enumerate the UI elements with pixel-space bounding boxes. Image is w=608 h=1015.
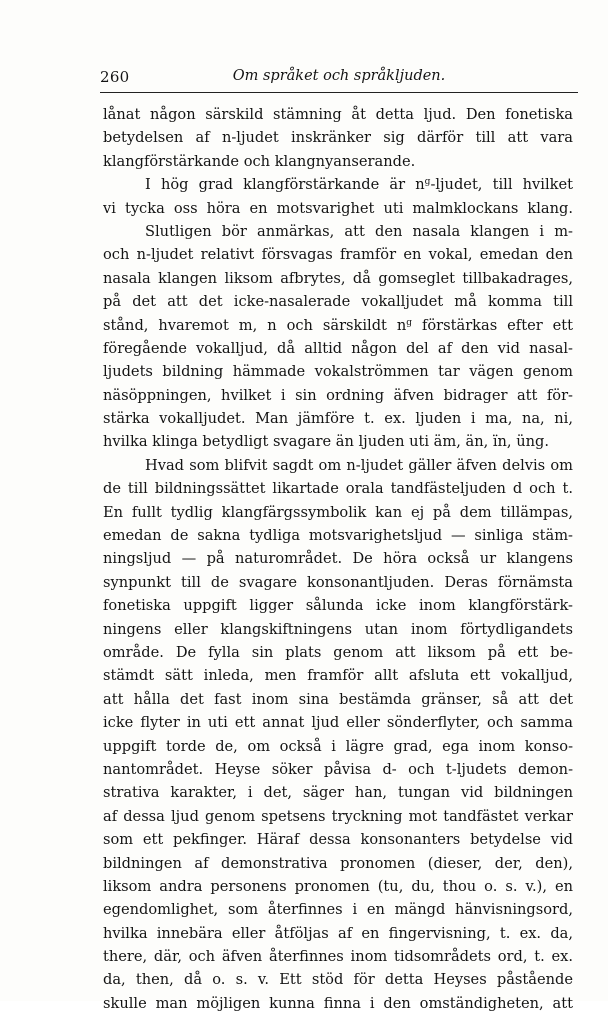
superscript: g bbox=[406, 317, 413, 328]
text-line bbox=[103, 267, 573, 290]
text-line bbox=[103, 173, 573, 196]
line-text: skulle man möjligen kunna finna i den omständigheten, att bbox=[103, 994, 573, 1012]
line-text: I hög grad klangförstärkande är n bbox=[145, 176, 425, 194]
text-line bbox=[103, 360, 573, 383]
line-text: nasala klangen liksom afbrytes, då gomseglet tillbakadrages, bbox=[103, 269, 573, 287]
text-line bbox=[103, 220, 573, 243]
line-text: stärka vokalljudet. Man jämföre t. ex. ljuden i ma, na, ni, bbox=[103, 410, 573, 428]
running-title: Om språket och språkljuden. bbox=[232, 68, 446, 84]
text-line bbox=[103, 290, 573, 313]
text-line bbox=[103, 501, 573, 524]
text-line bbox=[103, 150, 573, 173]
text-line bbox=[103, 805, 573, 828]
line-text: strativa karakter, i det, säger han, tungan vid bildningen bbox=[103, 784, 573, 802]
text-line bbox=[103, 688, 573, 711]
text-line bbox=[103, 103, 573, 126]
line-text: de till bildningssättet likartade orala tandfästeljuden d och t. bbox=[103, 480, 573, 498]
superscript: g bbox=[424, 177, 431, 188]
line-text: nantområdet. Heyse söker påvisa d- och t-ljudets demon- bbox=[103, 760, 573, 778]
text-line bbox=[103, 664, 573, 687]
line-text: på det att det icke-nasalerade vokalljudet må komma till bbox=[103, 293, 573, 311]
text-line bbox=[103, 922, 573, 945]
text-line bbox=[103, 594, 573, 617]
text-line bbox=[103, 852, 573, 875]
line-text: ningsljud — på naturområdet. De höra också ur klangens bbox=[103, 550, 573, 568]
text-line bbox=[103, 430, 573, 453]
page-number: 260 bbox=[100, 68, 130, 86]
line-text: fonetiska uppgift ligger sålunda icke inom klangförstärk- bbox=[103, 597, 573, 615]
line-text: icke flyter in uti ett annat ljud eller sönderflyter, och samma bbox=[103, 714, 573, 732]
text-line bbox=[103, 477, 573, 500]
line-text: da, then, då o. s. v. Ett stöd för detta Heyses påstående bbox=[103, 971, 573, 989]
text-line bbox=[103, 992, 573, 1015]
text-line bbox=[103, 828, 573, 851]
text-line bbox=[103, 454, 573, 477]
line-text: och n-ljudet relativt försvagas framför en vokal, emedan den bbox=[103, 246, 573, 264]
line-text: egendomlighet, som återfinnes i en mängd hänvisningsord, bbox=[103, 901, 573, 919]
body-text bbox=[103, 103, 573, 1015]
line-text: liksom andra personens pronomen (tu, du, thou o. s. v.), en bbox=[103, 877, 573, 895]
text-line bbox=[103, 243, 573, 266]
text-line bbox=[103, 735, 573, 758]
text-line bbox=[103, 781, 573, 804]
line-text: ljudets bildning hämmade vokalströmmen tar vägen genom bbox=[103, 363, 573, 381]
line-text: klangförstärkande och klangnyanserande. bbox=[103, 152, 416, 170]
text-line bbox=[103, 407, 573, 430]
line-text: emedan de sakna tydliga motsvarighetsljud — sinliga stäm- bbox=[103, 527, 573, 545]
text-line bbox=[103, 758, 573, 781]
text-line bbox=[103, 618, 573, 641]
text-line bbox=[103, 898, 573, 921]
line-text: betydelsen af n-ljudet inskränker sig därför till att vara bbox=[103, 129, 573, 147]
text-line bbox=[103, 524, 573, 547]
line-text: lånat någon särskild stämning åt detta ljud. Den fonetiska bbox=[103, 106, 573, 123]
line-text: stånd, hvaremot m, n och särskildt n bbox=[103, 316, 407, 334]
line-text: näsöppningen, hvilket i sin ordning äfven bidrager att för- bbox=[103, 386, 573, 404]
line-text: there, där, och äfven återfinnes inom tidsområdets ord, t. ex. bbox=[103, 948, 573, 966]
line-text: synpunkt till de svagare konsonantljuden. Deras förnämsta bbox=[103, 573, 573, 591]
text-line bbox=[103, 547, 573, 570]
line-text: föregående vokalljud, då alltid någon del af den vid nasal- bbox=[103, 339, 573, 357]
text-line bbox=[103, 126, 573, 149]
line-text: Hvad som blifvit sagdt om n-ljudet gäller äfven delvis om bbox=[145, 456, 573, 474]
line-text: bildningen af demonstrativa pronomen (dieser, der, den), bbox=[103, 854, 573, 872]
line-text: ningens eller klangskiftningens utan inom förtydligandets bbox=[103, 620, 573, 638]
line-text: uppgift torde de, om också i lägre grad, ega inom konso- bbox=[103, 737, 573, 755]
line-text-continued: -ljudet, till hvilket bbox=[430, 176, 573, 194]
text-line bbox=[103, 384, 573, 407]
line-text: stämdt sätt inleda, men framför allt afsluta ett vokalljud, bbox=[103, 667, 573, 685]
text-line bbox=[103, 197, 573, 220]
text-line bbox=[103, 875, 573, 898]
text-line bbox=[103, 314, 573, 337]
page-header bbox=[100, 68, 578, 92]
line-text: vi tycka oss höra en motsvarighet uti malmklockans klang. bbox=[103, 199, 573, 217]
line-text: att hålla det fast inom sina bestämda gränser, så att det bbox=[103, 690, 573, 708]
line-text: hvilka klinga betydligt svagare än ljuden uti äm, än, ïn, üng. bbox=[103, 433, 549, 451]
line-text: af dessa ljud genom spetsens tryckning mot tandfästet verkar bbox=[103, 807, 573, 825]
line-text-continued: förstärkas efter ett bbox=[412, 316, 573, 334]
text-line bbox=[103, 571, 573, 594]
line-text: som ett pekfinger. Häraf dessa konsonanters betydelse vid bbox=[103, 831, 573, 849]
text-line bbox=[103, 711, 573, 734]
line-text: En fullt tydlig klangfärgssymbolik kan ej på dem tillämpas, bbox=[103, 503, 573, 521]
header-rule bbox=[100, 92, 578, 93]
text-line bbox=[103, 337, 573, 360]
line-text: område. De fylla sin plats genom att liksom på ett be- bbox=[103, 643, 573, 661]
text-line bbox=[103, 641, 573, 664]
text-line bbox=[103, 968, 573, 991]
line-text: hvilka innebära eller åtföljas af en fingervisning, t. ex. da, bbox=[103, 924, 573, 942]
line-text: Slutligen bör anmärkas, att den nasala klangen i m- bbox=[145, 222, 573, 240]
text-line bbox=[103, 945, 573, 968]
